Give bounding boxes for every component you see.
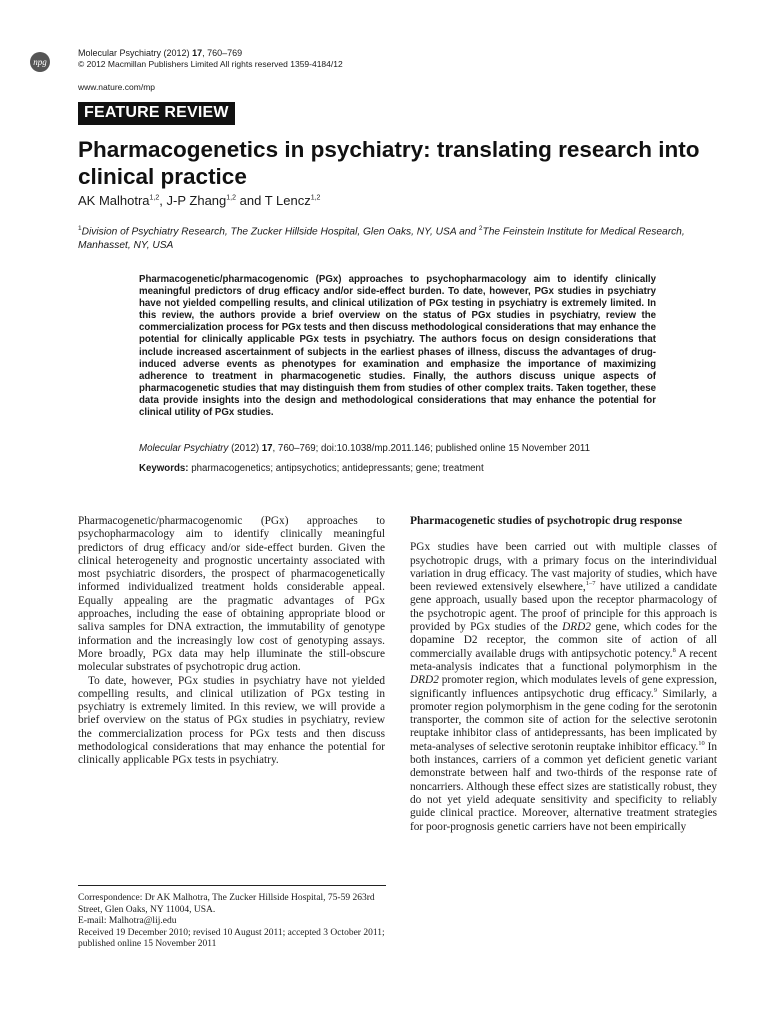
- author-name: J-P Zhang: [166, 193, 227, 208]
- body-paragraph: Pharmacogenetic/pharmacogenomic (PGx) approaches to psychopharmacology aim to identify clinically meaningful predictors of drug efficacy and/or side-effect burden. Given the clinical heterogeneity and prognostic uncertainty associated with most psychiatric disorders, the prospect of pharmacogenetically informed individualized treatment holds considerable appeal. Equally appealing are the pragmatic advantages of PGx approaches, including the ease of obtaining appropriate blood or saliva samples for DNA extraction, the immutability of genotype information and the increasingly low cost of genotyping assays. More broadly, PGx data may help illuminate the still-obscure molecular substrates of psychotropic drug action.: [78, 515, 385, 674]
- gene-name: DRD2: [410, 674, 439, 687]
- copyright-line: © 2012 Macmillan Publishers Limited All rights reserved 1359-4184/12: [78, 59, 343, 69]
- article-type-badge: FEATURE REVIEW: [78, 102, 235, 125]
- affiliation-text: Division of Psychiatry Research, The Zucker Hillside Hospital, Glen Oaks, NY, USA and: [81, 226, 479, 238]
- journal-volume: 17: [192, 48, 203, 58]
- journal-website: www.nature.com/mp: [78, 82, 155, 92]
- left-column: [78, 515, 385, 768]
- author-name: AK Malhotra: [78, 193, 150, 208]
- text-run: promoter region, which modulates levels of gene expression, significantly influences antipsychotic drug efficacy.: [410, 674, 717, 700]
- text-run: PGx studies have been carried out with multiple classes of psychotropic drugs, with a primary focus on the interindividual variation in drug efficacy. The vast majority of studies, which have been reviewed extensively elsewhere,: [410, 541, 717, 594]
- author-name: T Lencz: [264, 193, 311, 208]
- article-title: Pharmacogenetics in psychiatry: translating research into clinical practice: [78, 137, 700, 189]
- author-affiliation-mark: 1,2: [310, 194, 321, 202]
- reference-mark: 9: [653, 686, 658, 694]
- reference-mark: 8: [672, 646, 676, 654]
- body-paragraph: [410, 541, 717, 834]
- keywords: [139, 463, 484, 474]
- text-run: have utilized a candidate gene approach, usually based upon the receptor pharmacology of the psychotropic agent. The proof of principle for this approach is provided by PGx studies of the: [410, 581, 717, 634]
- citation-journal: Molecular Psychiatry: [139, 443, 229, 454]
- npg-logo: npg: [30, 52, 50, 72]
- correspondence-address: Correspondence: Dr AK Malhotra, The Zucker Hillside Hospital, 75-59 263rd Street, Glen Oaks, NY 11004, USA.: [78, 893, 375, 915]
- section-heading: Pharmacogenetic studies of psychotropic drug response: [410, 515, 683, 527]
- keywords-text: pharmacogenetics; antipsychotics; antidepressants; gene; treatment: [191, 463, 484, 474]
- affiliation-text: The Feinstein Institute for Medical Research, Manhasset, NY, USA: [78, 226, 685, 252]
- correspondence-email: E-mail: Malhotra@lij.edu: [78, 916, 177, 927]
- affiliations: [78, 222, 728, 253]
- text-run: gene, which codes for the dopamine D2 receptor, the common site of action of all commercially available drugs with antipsychotic potency.: [410, 621, 717, 660]
- right-column: [410, 515, 717, 834]
- author-affiliation-mark: 1,2: [149, 194, 160, 202]
- author-affiliation-mark: 1,2: [226, 194, 236, 202]
- citation-volume: 17: [261, 443, 273, 454]
- footnote-divider: [78, 885, 386, 886]
- reference-mark: 1–7: [585, 580, 596, 588]
- reference-mark: 10: [698, 739, 705, 747]
- journal-pages: , 760–769: [202, 48, 243, 58]
- affiliation-mark: 2: [478, 225, 483, 232]
- author-separator: ,: [159, 193, 167, 208]
- citation-details: , 760–769; doi:10.1038/mp.2011.146; published online 15 November 2011: [272, 443, 590, 454]
- journal-citation-line: [78, 48, 343, 59]
- correspondence-footnote: [78, 893, 388, 951]
- affiliation-mark: 1: [78, 225, 82, 232]
- author-list: [78, 193, 320, 208]
- journal-header: [78, 48, 343, 70]
- gene-name: DRD2: [562, 621, 591, 634]
- received-dates: Received 19 December 2010; revised 10 August 2011; accepted 3 October 2011; published online 15 November 2011: [78, 927, 385, 950]
- keywords-label: Keywords:: [139, 463, 189, 474]
- citation-year: (2012): [228, 443, 262, 454]
- abstract: Pharmacogenetic/pharmacogenomic (PGx) approaches to psychopharmacology aim to identify clinically meaningful predictors of drug efficacy and/or side-effect burden. To date, however, PGx studies in psychiatry have not yielded compelling results, and clinical utilization of PGx testing in psychiatry is extremely limited. In this review, the authors provide a brief overview on the status of PGx studies in psychiatry, review the commercialization process for PGx tests and then discuss methodological considerations that may enhance the potential for clinically applicable PGx tests in psychiatry. The authors focus on design considerations that include increased ascertainment of subjects in the earliest phases of illness, discuss the advantages of drug-induced adverse events as phenotypes for examination and emphasize the importance of maximizing adherence to treatment in pharmacogenetic studies. Finally, the authors discuss unique aspects of pharmacogenetic studies that may distinguish them from studies of other complex traits. Taken together, these data provide insights into the design and methodological considerations that may enhance the potential for clinical utility of PGx studies.: [139, 274, 656, 419]
- body-paragraph: To date, however, PGx studies in psychiatry have not yielded compelling results, and clinical utilization of PGx testing in psychiatry is extremely limited. In this review, we will provide a brief overview on the status of PGx studies in psychiatry, review the commercialization process for PGx tests and then discuss methodological considerations that may enhance the potential for clinically applicable PGx tests in psychiatry.: [78, 674, 385, 767]
- article-citation: [139, 443, 590, 454]
- author-separator: and: [236, 193, 265, 208]
- journal-name: Molecular Psychiatry (2012): [78, 48, 190, 58]
- text-run: In both instances, carriers of a common yet deficient genetic variant demonstrate between half and two-thirds of the response rate of noncarriers. Although these effect sizes are statistically robust, they do not yet yield adequate sensitivity and specificity to reliably guide clinical practice. Moreover, alternative treatment strategies for poor-prognosis genetic carriers have not been empirically: [410, 740, 717, 833]
- text-run: Similarly, a promoter region polymorphism in the gene coding for the serotonin transporter, the common site of action for the selective serotonin reuptake inhibitor class of antidepressants, has been implicated by meta-analyses of selective serotonin reuptake inhibitor efficacy.: [410, 687, 717, 753]
- text-run: A recent meta-analysis indicates that a functional polymorphism in the: [410, 647, 717, 673]
